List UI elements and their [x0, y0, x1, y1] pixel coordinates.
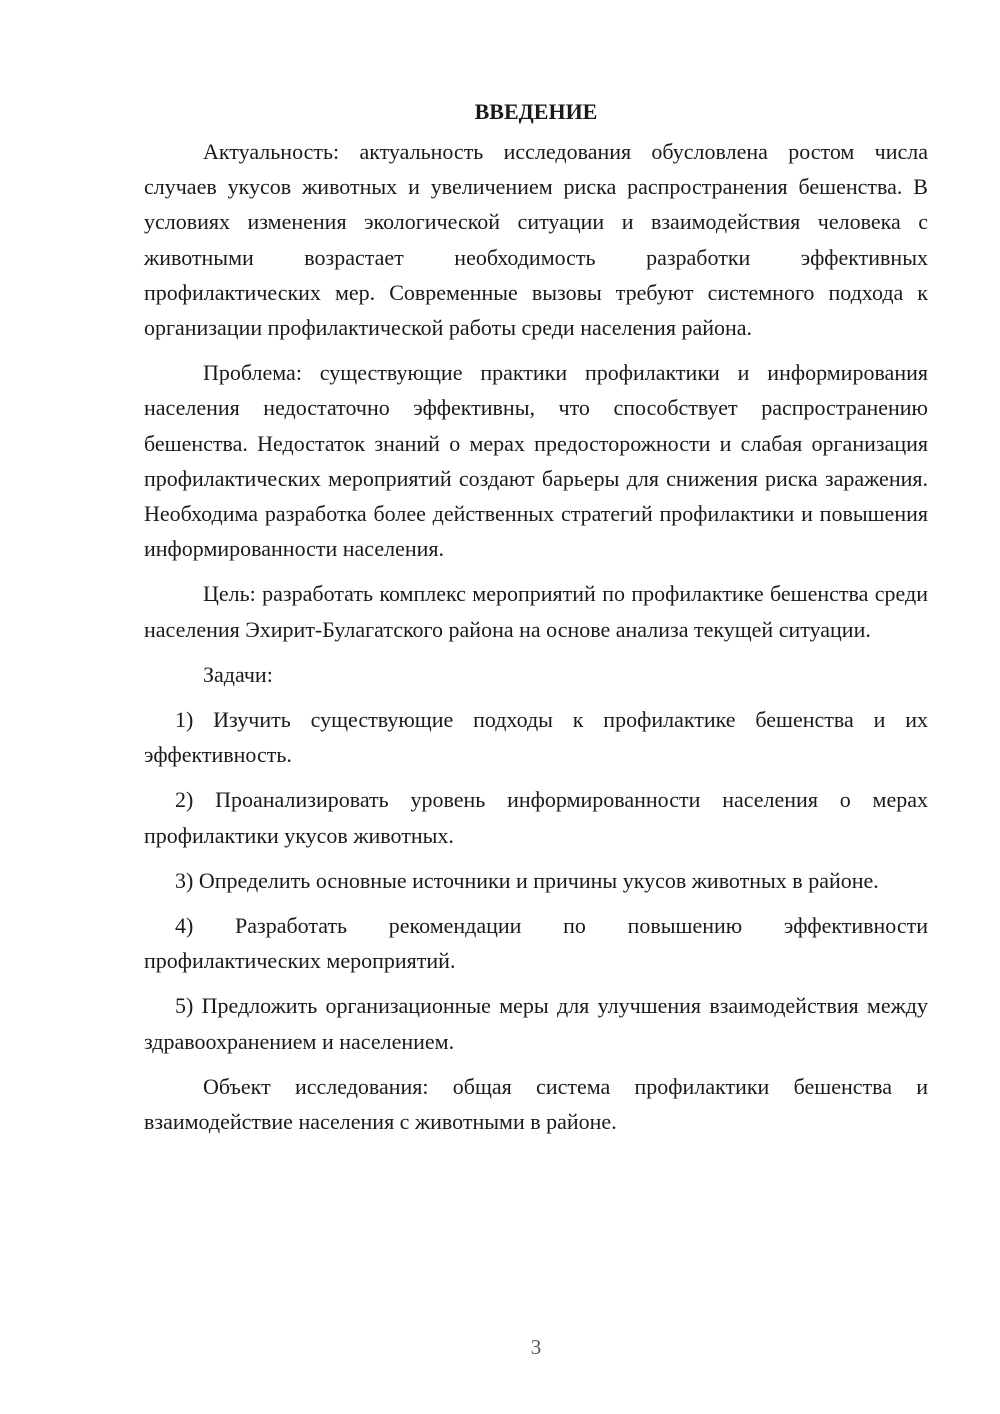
page-number: 3	[530, 1335, 542, 1359]
tasks-label: Задачи:	[203, 661, 273, 687]
task-item-1: 1) Изучить существующие подходы к профилактике бешенства и их эффективность.	[144, 707, 928, 768]
section-heading: ВВЕДЕНИЕ	[474, 99, 598, 124]
paragraph-relevance: Актуальность: актуальность исследования обусловлена ростом числа случаев укусов животных и увеличением риска распространения бешенства. В условиях изменения экологической ситуации и взаимодействия человека с животными возрастает необходимость разработки эффективных профилактических мер. Современные вызовы требуют системного подхода к организации профилактической работы среди населения района.	[144, 139, 928, 341]
task-item-5: 5) Предложить организационные меры для улучшения взаимодействия между здравоохранением и населением.	[144, 993, 928, 1054]
paragraph-problem: Проблема: существующие практики профилактики и информирования населения недостаточно эффективны, что способствует распространению бешенства. Недостаток знаний о мерах предосторожности и слабая организация профилактических мероприятий создают барьеры для снижения риска заражения. Необходима разработка более действенных стратегий профилактики и повышения информированности населения.	[144, 360, 928, 562]
paragraph-goal: Цель: разработать комплекс мероприятий по профилактике бешенства среди населения Эхирит-Булагатского района на основе анализа текущей ситуации.	[144, 581, 928, 642]
task-item-4: 4) Разработать рекомендации по повышению эффективности профилактических мероприятий.	[144, 913, 928, 974]
task-item-2: 2) Проанализировать уровень информированности населения о мерах профилактики укусов животных.	[144, 787, 928, 848]
document-body	[144, 94, 928, 1149]
paragraph-object: Объект исследования: общая система профилактики бешенства и взаимодействие населения с животными в районе.	[144, 1073, 928, 1135]
task-item-3: 3) Определить основные источники и причины укусов животных в районе.	[175, 867, 879, 893]
